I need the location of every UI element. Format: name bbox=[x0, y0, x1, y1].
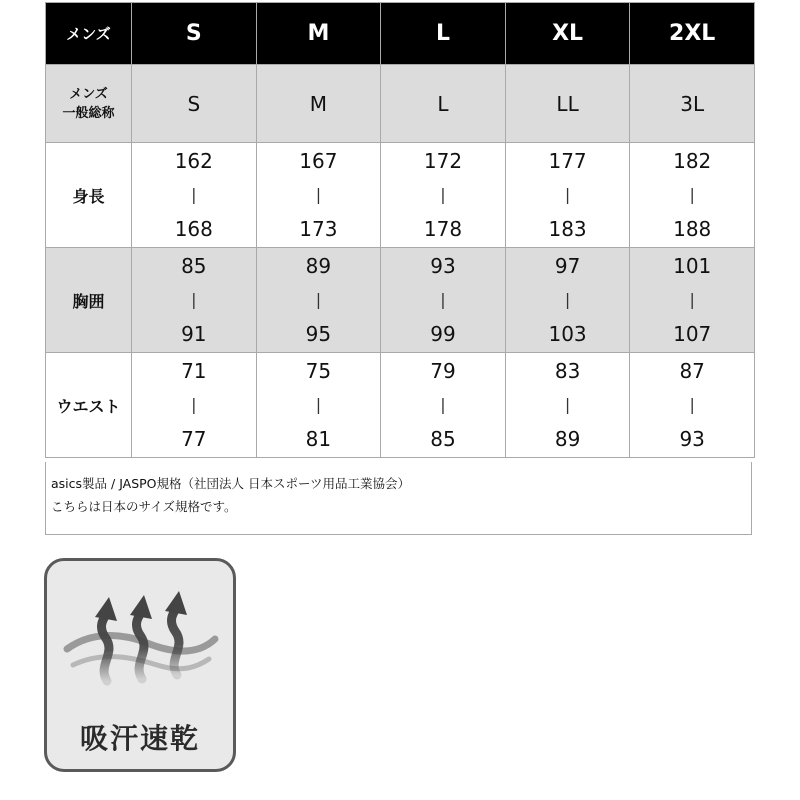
height-range bbox=[506, 144, 630, 246]
chest-max: 107 bbox=[673, 322, 712, 346]
general-size-cell: M bbox=[256, 65, 381, 143]
chest-range bbox=[132, 249, 256, 351]
size-xl: XL bbox=[505, 3, 630, 65]
height-max: 178 bbox=[423, 217, 463, 241]
range-separator: | bbox=[564, 185, 571, 204]
general-size-label-line1: メンズ bbox=[69, 86, 108, 102]
height-max: 168 bbox=[174, 217, 213, 241]
note-line-standard: asics製品 / JASPO規格（社団法人 日本スポーツ用品工業協会） bbox=[51, 476, 410, 491]
waist-range bbox=[132, 354, 256, 456]
chest-min: 85 bbox=[181, 254, 207, 278]
range-separator: | bbox=[315, 395, 322, 414]
waist-min: 87 bbox=[679, 359, 705, 383]
range-separator: | bbox=[315, 290, 322, 309]
height-max: 183 bbox=[548, 217, 587, 241]
height-min: 172 bbox=[423, 149, 463, 173]
waist-min: 79 bbox=[430, 359, 456, 383]
height-min: 167 bbox=[299, 149, 338, 173]
waist-range bbox=[257, 354, 381, 456]
size-m: M bbox=[256, 3, 381, 65]
range-separator: | bbox=[564, 395, 571, 414]
range-separator: | bbox=[191, 290, 197, 309]
waist-min: 83 bbox=[554, 359, 581, 383]
height-range-cell bbox=[630, 143, 755, 248]
height-max: 188 bbox=[673, 217, 712, 241]
height-min: 177 bbox=[548, 149, 587, 173]
waist-max: 85 bbox=[430, 427, 456, 451]
chest-max: 95 bbox=[305, 322, 332, 346]
chest-range-cell bbox=[256, 248, 381, 353]
chest-max: 103 bbox=[548, 322, 587, 346]
range-separator: | bbox=[440, 290, 446, 309]
waist-range bbox=[630, 354, 754, 456]
general-size-cell: S bbox=[132, 65, 257, 143]
chest-max: 99 bbox=[430, 322, 456, 346]
range-separator: | bbox=[689, 185, 695, 204]
waist-range-cell bbox=[256, 353, 381, 458]
chest-min: 89 bbox=[305, 254, 332, 278]
height-row bbox=[46, 143, 755, 248]
height-range-cell bbox=[381, 143, 506, 248]
size-chart-table bbox=[45, 2, 755, 458]
chest-range-cell bbox=[630, 248, 755, 353]
chest-range bbox=[506, 249, 630, 351]
size-2xl: 2XL bbox=[630, 3, 755, 65]
chest-range bbox=[381, 249, 505, 351]
waist-row bbox=[46, 353, 755, 458]
height-range bbox=[381, 144, 505, 246]
quick-dry-badge bbox=[44, 558, 236, 772]
range-separator: | bbox=[440, 395, 446, 414]
height-range bbox=[630, 144, 754, 246]
waist-max: 89 bbox=[554, 427, 581, 451]
waist-max: 77 bbox=[181, 427, 207, 451]
height-label: 身長 bbox=[46, 143, 132, 248]
general-size-cell: L bbox=[381, 65, 506, 143]
waist-min: 71 bbox=[181, 359, 207, 383]
header-label: メンズ bbox=[46, 3, 132, 65]
waist-range-cell bbox=[132, 353, 257, 458]
size-l: L bbox=[381, 3, 506, 65]
note-line-japan-size: こちらは日本のサイズ規格です。 bbox=[51, 499, 237, 514]
general-size-row bbox=[46, 65, 755, 143]
range-separator: | bbox=[315, 185, 322, 204]
chest-range-cell bbox=[505, 248, 630, 353]
height-range bbox=[132, 144, 256, 246]
chest-range-cell bbox=[381, 248, 506, 353]
height-range-cell bbox=[505, 143, 630, 248]
range-separator: | bbox=[689, 395, 695, 414]
chest-row bbox=[46, 248, 755, 353]
general-size-label-line2: 一般総称 bbox=[62, 105, 115, 121]
sweat-absorb-quick-dry-icon bbox=[47, 561, 233, 711]
height-range bbox=[257, 144, 381, 246]
waist-min: 75 bbox=[305, 359, 332, 383]
waist-range-cell bbox=[630, 353, 755, 458]
size-standard-note bbox=[45, 462, 752, 535]
general-size-cell: LL bbox=[505, 65, 630, 143]
chest-label: 胸囲 bbox=[46, 248, 132, 353]
range-separator: | bbox=[689, 290, 695, 309]
range-separator: | bbox=[191, 395, 197, 414]
chest-min: 97 bbox=[554, 254, 581, 278]
quick-dry-label: 吸汗速乾 bbox=[79, 722, 200, 755]
chest-range bbox=[630, 249, 754, 351]
height-max: 173 bbox=[299, 217, 338, 241]
chest-range bbox=[257, 249, 381, 351]
waist-label: ウエスト bbox=[46, 353, 132, 458]
chest-min: 101 bbox=[673, 254, 712, 278]
size-header-row bbox=[46, 3, 755, 65]
waist-range bbox=[381, 354, 505, 456]
height-range-cell bbox=[256, 143, 381, 248]
range-separator: | bbox=[440, 185, 446, 204]
range-separator: | bbox=[564, 290, 571, 309]
height-min: 182 bbox=[673, 149, 712, 173]
general-size-label bbox=[46, 65, 132, 143]
waist-range-cell bbox=[381, 353, 506, 458]
range-separator: | bbox=[191, 185, 197, 204]
general-size-cell: 3L bbox=[630, 65, 755, 143]
waist-max: 81 bbox=[305, 427, 332, 451]
chest-min: 93 bbox=[430, 254, 456, 278]
waist-max: 93 bbox=[679, 427, 705, 451]
chest-max: 91 bbox=[181, 322, 207, 346]
height-min: 162 bbox=[174, 149, 213, 173]
height-range-cell bbox=[132, 143, 257, 248]
waist-range bbox=[506, 354, 630, 456]
waist-range-cell bbox=[505, 353, 630, 458]
chest-range-cell bbox=[132, 248, 257, 353]
size-s: S bbox=[132, 3, 257, 65]
